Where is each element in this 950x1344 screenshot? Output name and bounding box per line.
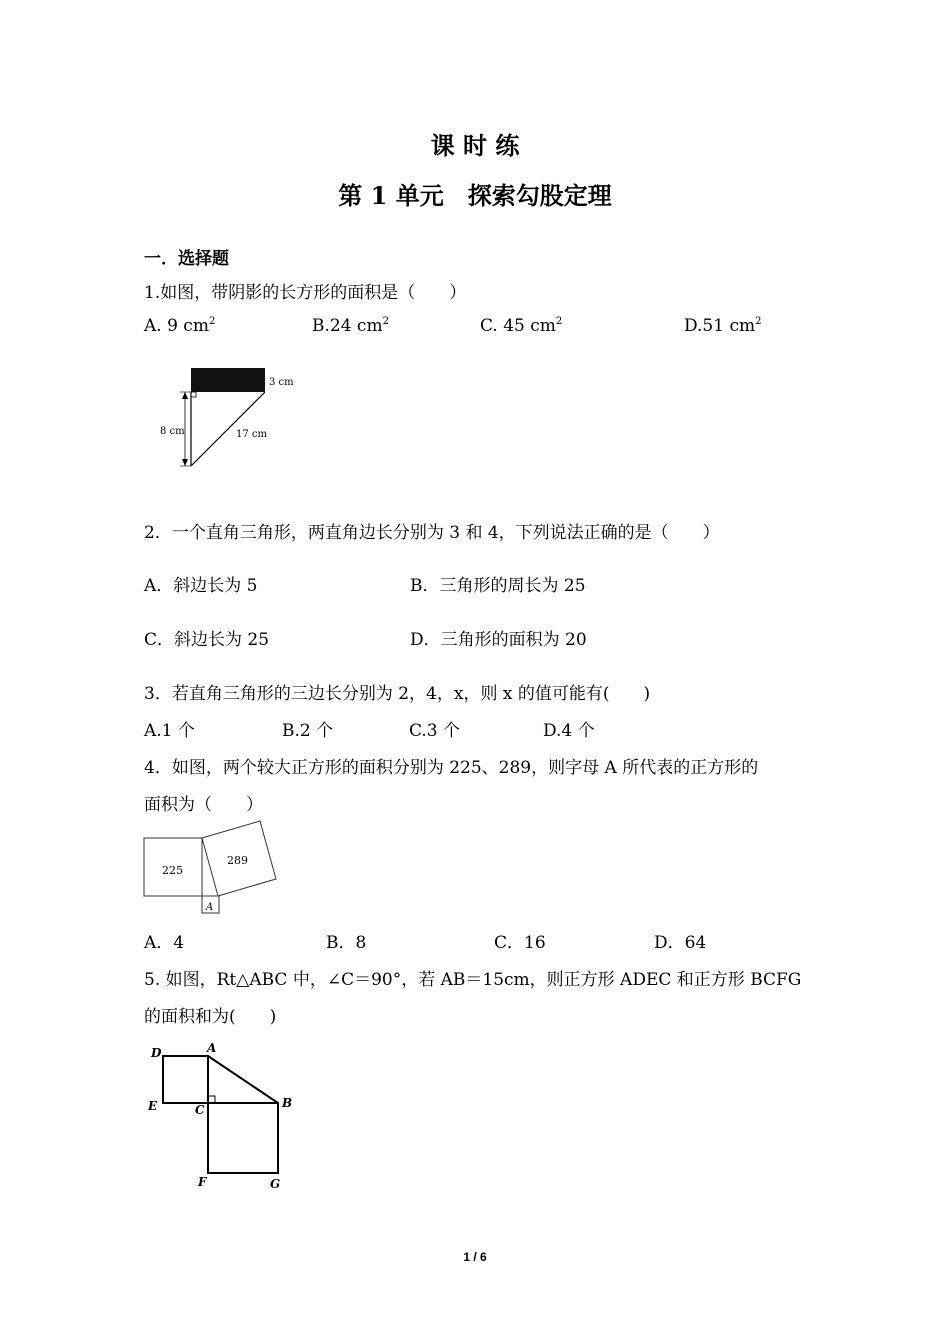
q5-stem-line1: 5. 如图，Rt△ABC 中，∠C＝90°，若 AB＝15cm，则正方形 ADEC 和正方形 BCFG — [144, 970, 802, 990]
label-225: 225 — [162, 864, 183, 877]
q3-stem: 3．若直角三角形的三边长分别为 2，4，x，则 x 的值可能有( ) — [144, 684, 651, 704]
label-b: B — [282, 1096, 293, 1110]
page-number: 1 / 6 — [463, 1250, 487, 1264]
q4-figure — [140, 818, 285, 918]
q3-option-a: A.1 个 — [144, 721, 195, 741]
label-d: D — [151, 1046, 162, 1060]
q4-option-d: D．64 — [654, 933, 707, 953]
q2-stem: 2．一个直角三角形，两直角边长分别为 3 和 4，下列说法正确的是（ ） — [144, 523, 720, 543]
q4-stem-line2: 面积为（ ） — [144, 795, 263, 815]
q2-option-c: C．斜边长为 25 — [144, 630, 270, 650]
q3-option-d: D.4 个 — [543, 721, 595, 741]
label-289: 289 — [227, 854, 248, 867]
shaded-rectangle — [191, 368, 265, 392]
q5-stem-line2: 的面积和为( ) — [144, 1007, 277, 1027]
arrow-head-down — [182, 459, 188, 466]
label-a: A — [206, 902, 214, 913]
q2-option-a: A．斜边长为 5 — [144, 576, 258, 596]
q1-option-a: A. 9 $cm^2$ — [144, 316, 216, 336]
q5-figure — [145, 1040, 305, 1192]
q3-option-c: C.3 个 — [409, 721, 461, 741]
unit-title: 第 1 单元 探索勾股定理 — [338, 181, 612, 210]
q4-option-a: A．4 — [144, 933, 185, 953]
arrow-head-up — [182, 392, 188, 399]
q3-option-b: B.2 个 — [282, 721, 334, 741]
square-bcfg — [208, 1103, 278, 1173]
label-f: F — [198, 1175, 207, 1189]
right-angle-mark — [208, 1096, 215, 1103]
segment-ab — [208, 1056, 278, 1103]
q4-option-b: B．8 — [326, 933, 367, 953]
square-adec — [163, 1056, 208, 1103]
q1-option-c: C. 45 $cm^2$ — [480, 316, 563, 336]
q4-stem-line1: 4．如图，两个较大正方形的面积分别为 225、289，则字母 A 所代表的正方形的 — [144, 758, 759, 778]
q2-option-d: D．三角形的面积为 20 — [410, 630, 587, 650]
label-3cm: 3 cm — [269, 377, 294, 388]
label-17cm: 17 cm — [236, 429, 267, 440]
q1-option-b: B.24 $cm^2$ — [312, 316, 389, 336]
q4-option-c: C．16 — [494, 933, 546, 953]
right-angle-mark — [191, 392, 196, 397]
q1-option-d: D.51 $cm^2$ — [684, 316, 762, 336]
page-title: 课 时 练 — [430, 131, 520, 160]
q1-figure — [150, 360, 320, 472]
section-heading: 一．选择题 — [144, 249, 229, 269]
label-g: G — [270, 1177, 281, 1191]
q2-option-b: B．三角形的周长为 25 — [410, 576, 586, 596]
q1-stem: 1.如图，带阴影的长方形的面积是（ ） — [144, 283, 467, 303]
label-e: E — [148, 1099, 158, 1113]
label-8cm: 8 cm — [160, 426, 185, 437]
label-c: C — [195, 1103, 205, 1117]
label-a: A — [207, 1041, 217, 1055]
